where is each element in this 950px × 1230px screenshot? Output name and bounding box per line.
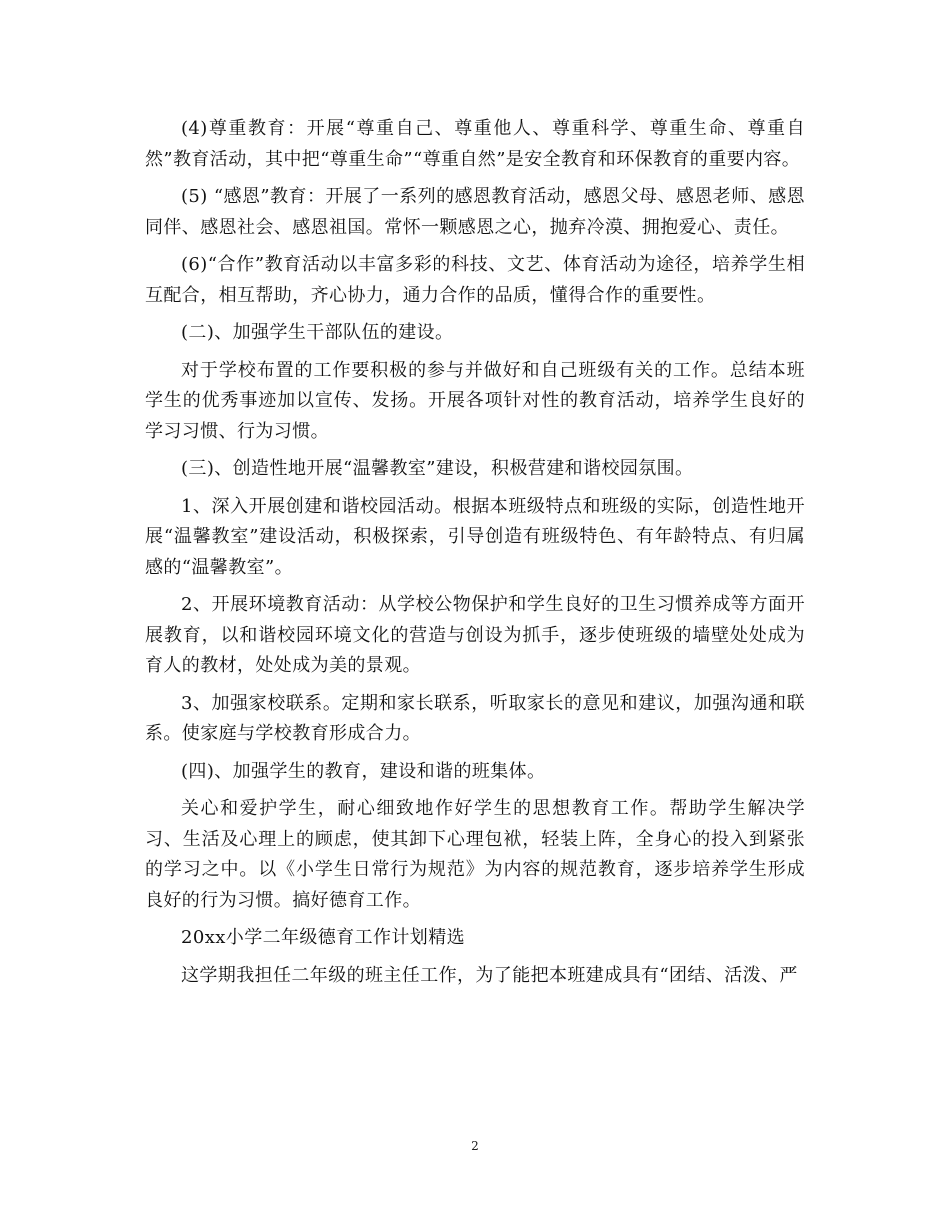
document-body — [145, 114, 805, 998]
section-heading-class-collective: (四)、加强学生的教育，建设和谐的班集体。 — [181, 760, 546, 782]
document-subtitle: 20xx小学二年级德育工作计划精选 — [181, 927, 466, 948]
page-number: 2 — [471, 1139, 479, 1153]
section-heading-warm-classroom: (三)、创造性地开展“温馨教室”建设，积极营建和谐校园氛围。 — [181, 458, 694, 479]
paragraph-harmonious-campus: 1、深入开展创建和谐校园活动。根据本班级特点和班级的实际，创造性地开展“温馨教室”建设活动，积极探索，引导创造有班级特色、有年龄特点、有归属感的“温馨教室”。 — [145, 495, 805, 578]
paragraph-respect-education: (4)尊重教育：开展“尊重自己、尊重他人、尊重科学、尊重生命、尊重自然”教育活动，其中把“尊重生命”“尊重自然”是安全教育和环保教育的重要内容。 — [145, 118, 805, 170]
paragraph-semester-intro: 这学期我担任二年级的班主任工作，为了能把本班建成具有“团结、活泼、严 — [181, 964, 798, 986]
section-heading-student-cadres: (二)、加强学生干部队伍的建设。 — [181, 322, 454, 343]
paragraph-cooperation-education: (6)“合作”教育活动以丰富多彩的科技、文艺、体育活动为途径，培养学生相互配合，相互帮助，齐心协力，通力合作的品质，懂得合作的重要性。 — [145, 254, 805, 306]
paragraph-care-students: 关心和爱护学生，耐心细致地作好学生的思想教育工作。帮助学生解决学习、生活及心理上的顾虑，使其卸下心理包袱，轻装上阵，全身心的投入到紧张的学习之中。以《小学生日常行为规范》为内容的规范教育，逐步培养学生形成良好的行为习惯。搞好德育工作。 — [145, 798, 805, 911]
paragraph-school-work: 对于学校布置的工作要积极的参与并做好和自己班级有关的工作。总结本班学生的优秀事迹加以宣传、发扬。开展各项针对性的教育活动，培养学生良好的学习习惯、行为习惯。 — [145, 359, 805, 442]
paragraph-gratitude-education: (5) “感恩”教育：开展了一系列的感恩教育活动，感恩父母、感恩老师、感恩同伴、感恩社会、感恩祖国。常怀一颗感恩之心，抛弃冷漠、拥抱爱心、责任。 — [145, 186, 805, 238]
paragraph-environment-education: 2、开展环境教育活动：从学校公物保护和学生良好的卫生习惯养成等方面开展教育，以和谐校园环境文化的营造与创设为抓手，逐步使班级的墙壁处处成为育人的教材，处处成为美的景观。 — [145, 594, 805, 676]
paragraph-home-school-contact: 3、加强家校联系。定期和家长联系，听取家长的意见和建议，加强沟通和联系。使家庭与学校教育形成合力。 — [145, 692, 805, 744]
